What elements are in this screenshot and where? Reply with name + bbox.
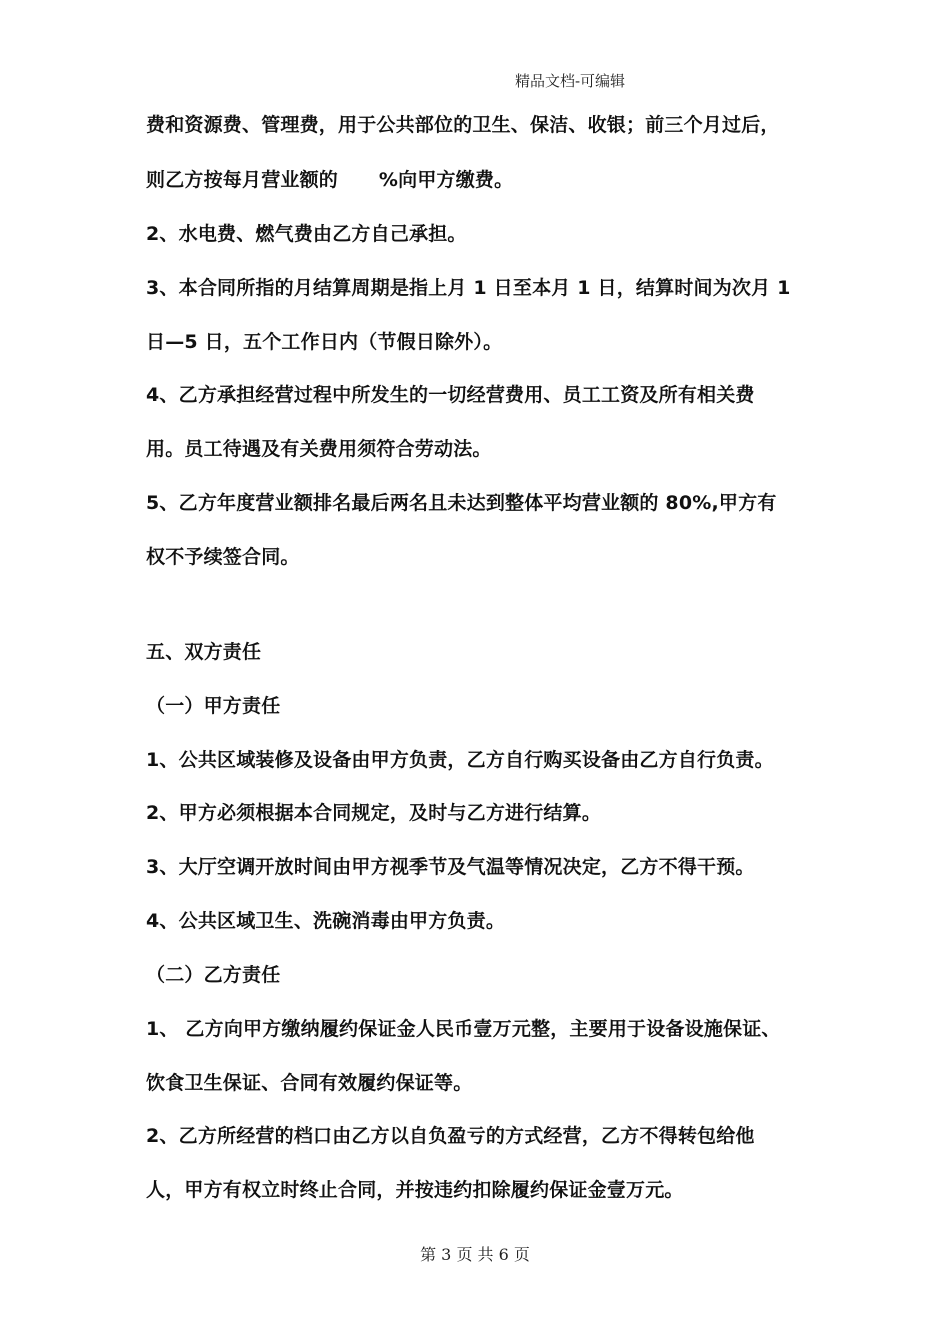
body-line: 用。员工待遇及有关费用须符合劳动法。 [146,438,492,460]
body-line: 2、水电费、燃气费由乙方自己承担。 [146,223,467,245]
body-line: 3、大厅空调开放时间由甲方视季节及气温等情况决定，乙方不得干预。 [146,856,755,878]
body-line: 则乙方按每月营业额的 %向甲方缴费。 [146,169,514,191]
subsection-heading: （一）甲方责任 [146,695,281,717]
body-line: 2、甲方必须根据本合同规定，及时与乙方进行结算。 [146,802,602,824]
body-line: 权不予续签合同。 [146,546,300,568]
body-line: 3、本合同所指的月结算周期是指上月 1 日至本月 1 日，结算时间为次月 1 [146,277,791,299]
page-label: 第 3 页 共 6 页 [420,1245,530,1264]
body-line: 2、乙方所经营的档口由乙方以自负盈亏的方式经营，乙方不得转包给他 [146,1125,755,1147]
section-heading: 五、双方责任 [146,641,262,663]
body-line: 4、公共区域卫生、洗碗消毒由甲方负责。 [146,910,506,932]
body-line: 人，甲方有权立时终止合同，并按违约扣除履约保证金壹万元。 [146,1179,684,1201]
header-watermark: 精品文档-可编辑 [514,72,626,90]
body-line: 5、乙方年度营业额排名最后两名且未达到整体平均营业额的 80%,甲方有 [146,492,777,514]
body-line: 饮食卫生保证、合同有效履约保证等。 [146,1072,473,1094]
body-line: 1、公共区域装修及设备由甲方负责，乙方自行购买设备由乙方自行负责。 [146,749,774,771]
subsection-heading: （二）乙方责任 [146,964,281,986]
body-line: 费和资源费、管理费，用于公共部位的卫生、保洁、收银；前三个月过后， [146,114,780,136]
body-line: 1、 乙方向甲方缴纳履约保证金人民币壹万元整，主要用于设备设施保证、 [146,1018,781,1040]
body-line: 4、乙方承担经营过程中所发生的一切经营费用、员工工资及所有相关费 [146,384,755,406]
body-line: 日—5 日，五个工作日内（节假日除外）。 [146,331,503,353]
page-number-footer [0,1242,950,1265]
